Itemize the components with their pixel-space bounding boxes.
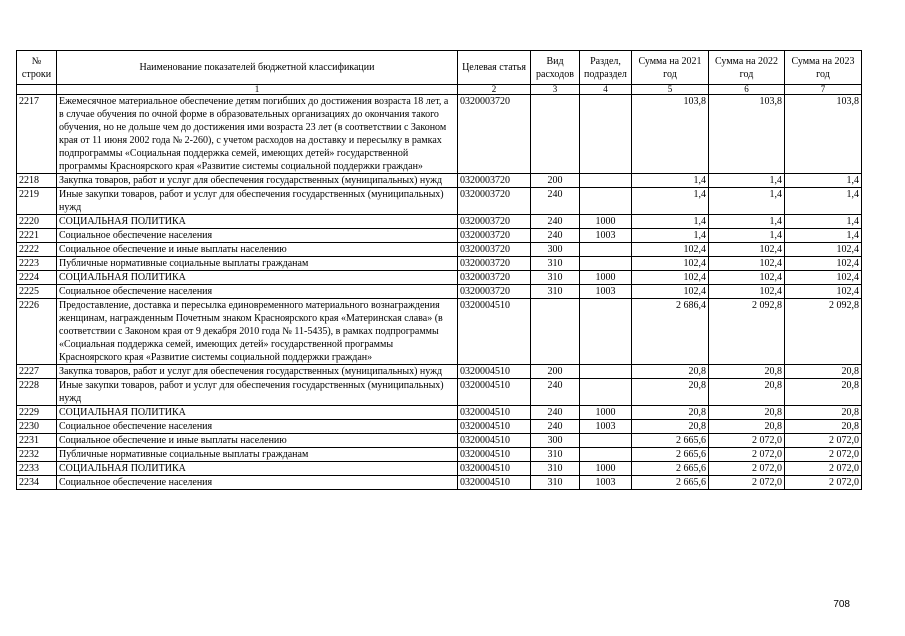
row-sum-2023: 2 072,0 xyxy=(785,434,862,448)
header-row xyxy=(17,51,862,85)
table-row xyxy=(17,448,862,462)
column-number xyxy=(17,85,57,95)
page-number: 708 xyxy=(833,599,850,610)
row-expense-type: 310 xyxy=(531,257,580,271)
row-sum-2023: 20,8 xyxy=(785,406,862,420)
row-sum-2021: 102,4 xyxy=(632,285,709,299)
row-name: Закупка товаров, работ и услуг для обеспечения государственных (муниципальных) нужд xyxy=(57,365,458,379)
row-section xyxy=(580,299,632,365)
row-expense-type: 300 xyxy=(531,434,580,448)
row-sum-2021: 2 665,6 xyxy=(632,462,709,476)
row-sum-2022: 2 072,0 xyxy=(709,462,785,476)
row-section xyxy=(580,174,632,188)
row-expense-type xyxy=(531,299,580,365)
row-name: Социальное обеспечение населения xyxy=(57,285,458,299)
row-section xyxy=(580,95,632,174)
row-target-code: 0320003720 xyxy=(458,285,531,299)
row-number: 2224 xyxy=(17,271,57,285)
row-sum-2023: 2 092,8 xyxy=(785,299,862,365)
header-code: Целевая статья xyxy=(458,51,531,85)
column-number: 2 xyxy=(458,85,531,95)
row-name: Предоставление, доставка и пересылка единовременного материального вознаграждения женщинам, награжденным Почетным знаком Красноярского края «Материнская слава» (в соответствии с Законом края от 9 декабря 2010 года № 11-5435), в рамках подпрограммы «Социальная поддержка семей, имеющих детей» государственной программы Красноярского края «Развитие системы социальной поддержки граждан» xyxy=(57,299,458,365)
table-row xyxy=(17,188,862,215)
row-sum-2021: 2 665,6 xyxy=(632,434,709,448)
table-row xyxy=(17,229,862,243)
row-number: 2219 xyxy=(17,188,57,215)
row-name: Публичные нормативные социальные выплаты гражданам xyxy=(57,448,458,462)
row-number: 2226 xyxy=(17,299,57,365)
row-sum-2021: 102,4 xyxy=(632,257,709,271)
row-number: 2233 xyxy=(17,462,57,476)
row-target-code: 0320004510 xyxy=(458,299,531,365)
row-sum-2022: 2 092,8 xyxy=(709,299,785,365)
row-target-code: 0320004510 xyxy=(458,365,531,379)
row-sum-2022: 1,4 xyxy=(709,215,785,229)
row-section: 1000 xyxy=(580,271,632,285)
row-sum-2023: 1,4 xyxy=(785,229,862,243)
row-number: 2223 xyxy=(17,257,57,271)
row-sum-2023: 1,4 xyxy=(785,215,862,229)
row-number: 2230 xyxy=(17,420,57,434)
row-sum-2022: 2 072,0 xyxy=(709,476,785,490)
row-target-code: 0320004510 xyxy=(458,448,531,462)
row-sum-2022: 20,8 xyxy=(709,406,785,420)
row-sum-2021: 20,8 xyxy=(632,406,709,420)
row-name: Социальное обеспечение населения xyxy=(57,420,458,434)
row-sum-2022: 102,4 xyxy=(709,285,785,299)
row-section xyxy=(580,365,632,379)
row-number: 2221 xyxy=(17,229,57,243)
table-row xyxy=(17,420,862,434)
row-expense-type: 240 xyxy=(531,215,580,229)
row-sum-2022: 103,8 xyxy=(709,95,785,174)
row-expense-type: 200 xyxy=(531,365,580,379)
row-section: 1003 xyxy=(580,229,632,243)
row-sum-2023: 102,4 xyxy=(785,257,862,271)
row-number: 2222 xyxy=(17,243,57,257)
row-sum-2021: 2 686,4 xyxy=(632,299,709,365)
row-section: 1000 xyxy=(580,406,632,420)
row-sum-2023: 2 072,0 xyxy=(785,448,862,462)
row-number: 2218 xyxy=(17,174,57,188)
row-expense-type: 310 xyxy=(531,271,580,285)
table-row xyxy=(17,379,862,406)
row-name: СОЦИАЛЬНАЯ ПОЛИТИКА xyxy=(57,215,458,229)
row-expense-type: 310 xyxy=(531,448,580,462)
row-name: Иные закупки товаров, работ и услуг для обеспечения государственных (муниципальных) нужд xyxy=(57,188,458,215)
row-target-code: 0320004510 xyxy=(458,434,531,448)
row-section xyxy=(580,434,632,448)
table-row xyxy=(17,215,862,229)
row-expense-type: 240 xyxy=(531,188,580,215)
row-section xyxy=(580,243,632,257)
row-name: Закупка товаров, работ и услуг для обеспечения государственных (муниципальных) нужд xyxy=(57,174,458,188)
row-number: 2227 xyxy=(17,365,57,379)
row-number: 2234 xyxy=(17,476,57,490)
row-sum-2022: 1,4 xyxy=(709,174,785,188)
row-expense-type: 240 xyxy=(531,229,580,243)
row-sum-2023: 2 072,0 xyxy=(785,476,862,490)
row-section: 1003 xyxy=(580,420,632,434)
row-sum-2023: 20,8 xyxy=(785,420,862,434)
header-row-no: № строки xyxy=(17,51,57,85)
row-name: Иные закупки товаров, работ и услуг для обеспечения государственных (муниципальных) нужд xyxy=(57,379,458,406)
table-row xyxy=(17,434,862,448)
table-body xyxy=(17,95,862,490)
row-sum-2021: 103,8 xyxy=(632,95,709,174)
row-name: СОЦИАЛЬНАЯ ПОЛИТИКА xyxy=(57,406,458,420)
table-row xyxy=(17,243,862,257)
row-target-code: 0320004510 xyxy=(458,420,531,434)
table-row xyxy=(17,95,862,174)
row-expense-type: 300 xyxy=(531,243,580,257)
row-sum-2023: 102,4 xyxy=(785,271,862,285)
row-sum-2023: 102,4 xyxy=(785,243,862,257)
header-name: Наименование показателей бюджетной классификации xyxy=(57,51,458,85)
row-section: 1003 xyxy=(580,285,632,299)
column-number: 7 xyxy=(785,85,862,95)
row-target-code: 0320003720 xyxy=(458,271,531,285)
row-sum-2021: 102,4 xyxy=(632,271,709,285)
row-expense-type: 200 xyxy=(531,174,580,188)
row-name: Социальное обеспечение населения xyxy=(57,476,458,490)
row-sum-2022: 1,4 xyxy=(709,188,785,215)
row-name: Социальное обеспечение и иные выплаты населению xyxy=(57,434,458,448)
header-section: Раздел, подраздел xyxy=(580,51,632,85)
row-sum-2023: 20,8 xyxy=(785,365,862,379)
header-sum-2023: Сумма на 2023 год xyxy=(785,51,862,85)
row-target-code: 0320003720 xyxy=(458,215,531,229)
column-number-row xyxy=(17,85,862,95)
table-row xyxy=(17,257,862,271)
row-number: 2217 xyxy=(17,95,57,174)
header-sum-2022: Сумма на 2022 год xyxy=(709,51,785,85)
table-row xyxy=(17,271,862,285)
column-number: 4 xyxy=(580,85,632,95)
row-target-code: 0320003720 xyxy=(458,229,531,243)
row-target-code: 0320003720 xyxy=(458,243,531,257)
row-number: 2220 xyxy=(17,215,57,229)
row-sum-2022: 20,8 xyxy=(709,365,785,379)
row-sum-2023: 1,4 xyxy=(785,174,862,188)
row-sum-2021: 2 665,6 xyxy=(632,448,709,462)
row-expense-type: 240 xyxy=(531,420,580,434)
row-expense-type: 310 xyxy=(531,476,580,490)
row-number: 2232 xyxy=(17,448,57,462)
row-sum-2021: 20,8 xyxy=(632,420,709,434)
row-number: 2228 xyxy=(17,379,57,406)
column-number: 6 xyxy=(709,85,785,95)
row-name: Социальное обеспечение населения xyxy=(57,229,458,243)
row-name: СОЦИАЛЬНАЯ ПОЛИТИКА xyxy=(57,462,458,476)
row-target-code: 0320004510 xyxy=(458,476,531,490)
row-section xyxy=(580,257,632,271)
row-sum-2022: 102,4 xyxy=(709,257,785,271)
row-sum-2021: 1,4 xyxy=(632,188,709,215)
row-target-code: 0320004510 xyxy=(458,379,531,406)
row-sum-2022: 20,8 xyxy=(709,420,785,434)
row-name: Ежемесячное материальное обеспечение детям погибших до достижения возраста 18 лет, а в случае обучения по очной форме в образовательных организациях до окончания такого обучения, но не дольше чем до достижения ими возраста 23 лет (в соответствии с Законом края от 11 июня 2002 года № 2-260), с учетом расходов на доставку и пересылку в рамках подпрограммы «Социальная поддержка семей, имеющих детей» государственной программы Красноярского края «Развитие системы социальной поддержки граждан» xyxy=(57,95,458,174)
row-sum-2023: 1,4 xyxy=(785,188,862,215)
table-row xyxy=(17,406,862,420)
row-sum-2021: 1,4 xyxy=(632,174,709,188)
row-name: Социальное обеспечение и иные выплаты населению xyxy=(57,243,458,257)
header-vid: Вид расходов xyxy=(531,51,580,85)
row-sum-2022: 2 072,0 xyxy=(709,448,785,462)
row-sum-2023: 103,8 xyxy=(785,95,862,174)
row-number: 2231 xyxy=(17,434,57,448)
row-target-code: 0320003720 xyxy=(458,188,531,215)
row-sum-2023: 102,4 xyxy=(785,285,862,299)
row-expense-type: 310 xyxy=(531,462,580,476)
row-name: Публичные нормативные социальные выплаты гражданам xyxy=(57,257,458,271)
table-row xyxy=(17,476,862,490)
row-section xyxy=(580,379,632,406)
row-number: 2225 xyxy=(17,285,57,299)
row-section: 1000 xyxy=(580,215,632,229)
row-sum-2022: 2 072,0 xyxy=(709,434,785,448)
row-expense-type: 240 xyxy=(531,406,580,420)
column-number: 3 xyxy=(531,85,580,95)
row-sum-2021: 20,8 xyxy=(632,365,709,379)
row-expense-type: 240 xyxy=(531,379,580,406)
column-number: 1 xyxy=(57,85,458,95)
row-section xyxy=(580,448,632,462)
row-expense-type xyxy=(531,95,580,174)
table-row xyxy=(17,365,862,379)
row-sum-2022: 102,4 xyxy=(709,243,785,257)
row-target-code: 0320003720 xyxy=(458,174,531,188)
table-row xyxy=(17,462,862,476)
row-sum-2021: 2 665,6 xyxy=(632,476,709,490)
row-sum-2021: 1,4 xyxy=(632,229,709,243)
row-target-code: 0320004510 xyxy=(458,462,531,476)
row-target-code: 0320003720 xyxy=(458,95,531,174)
row-expense-type: 310 xyxy=(531,285,580,299)
table-row xyxy=(17,285,862,299)
row-sum-2023: 2 072,0 xyxy=(785,462,862,476)
row-sum-2023: 20,8 xyxy=(785,379,862,406)
row-sum-2022: 20,8 xyxy=(709,379,785,406)
row-sum-2021: 102,4 xyxy=(632,243,709,257)
row-target-code: 0320003720 xyxy=(458,257,531,271)
budget-table xyxy=(16,50,862,490)
row-sum-2021: 1,4 xyxy=(632,215,709,229)
row-sum-2021: 20,8 xyxy=(632,379,709,406)
row-number: 2229 xyxy=(17,406,57,420)
row-section xyxy=(580,188,632,215)
row-target-code: 0320004510 xyxy=(458,406,531,420)
table-row xyxy=(17,299,862,365)
row-section: 1000 xyxy=(580,462,632,476)
row-name: СОЦИАЛЬНАЯ ПОЛИТИКА xyxy=(57,271,458,285)
row-section: 1003 xyxy=(580,476,632,490)
table-row xyxy=(17,174,862,188)
column-number: 5 xyxy=(632,85,709,95)
row-sum-2022: 102,4 xyxy=(709,271,785,285)
row-sum-2022: 1,4 xyxy=(709,229,785,243)
header-sum-2021: Сумма на 2021 год xyxy=(632,51,709,85)
